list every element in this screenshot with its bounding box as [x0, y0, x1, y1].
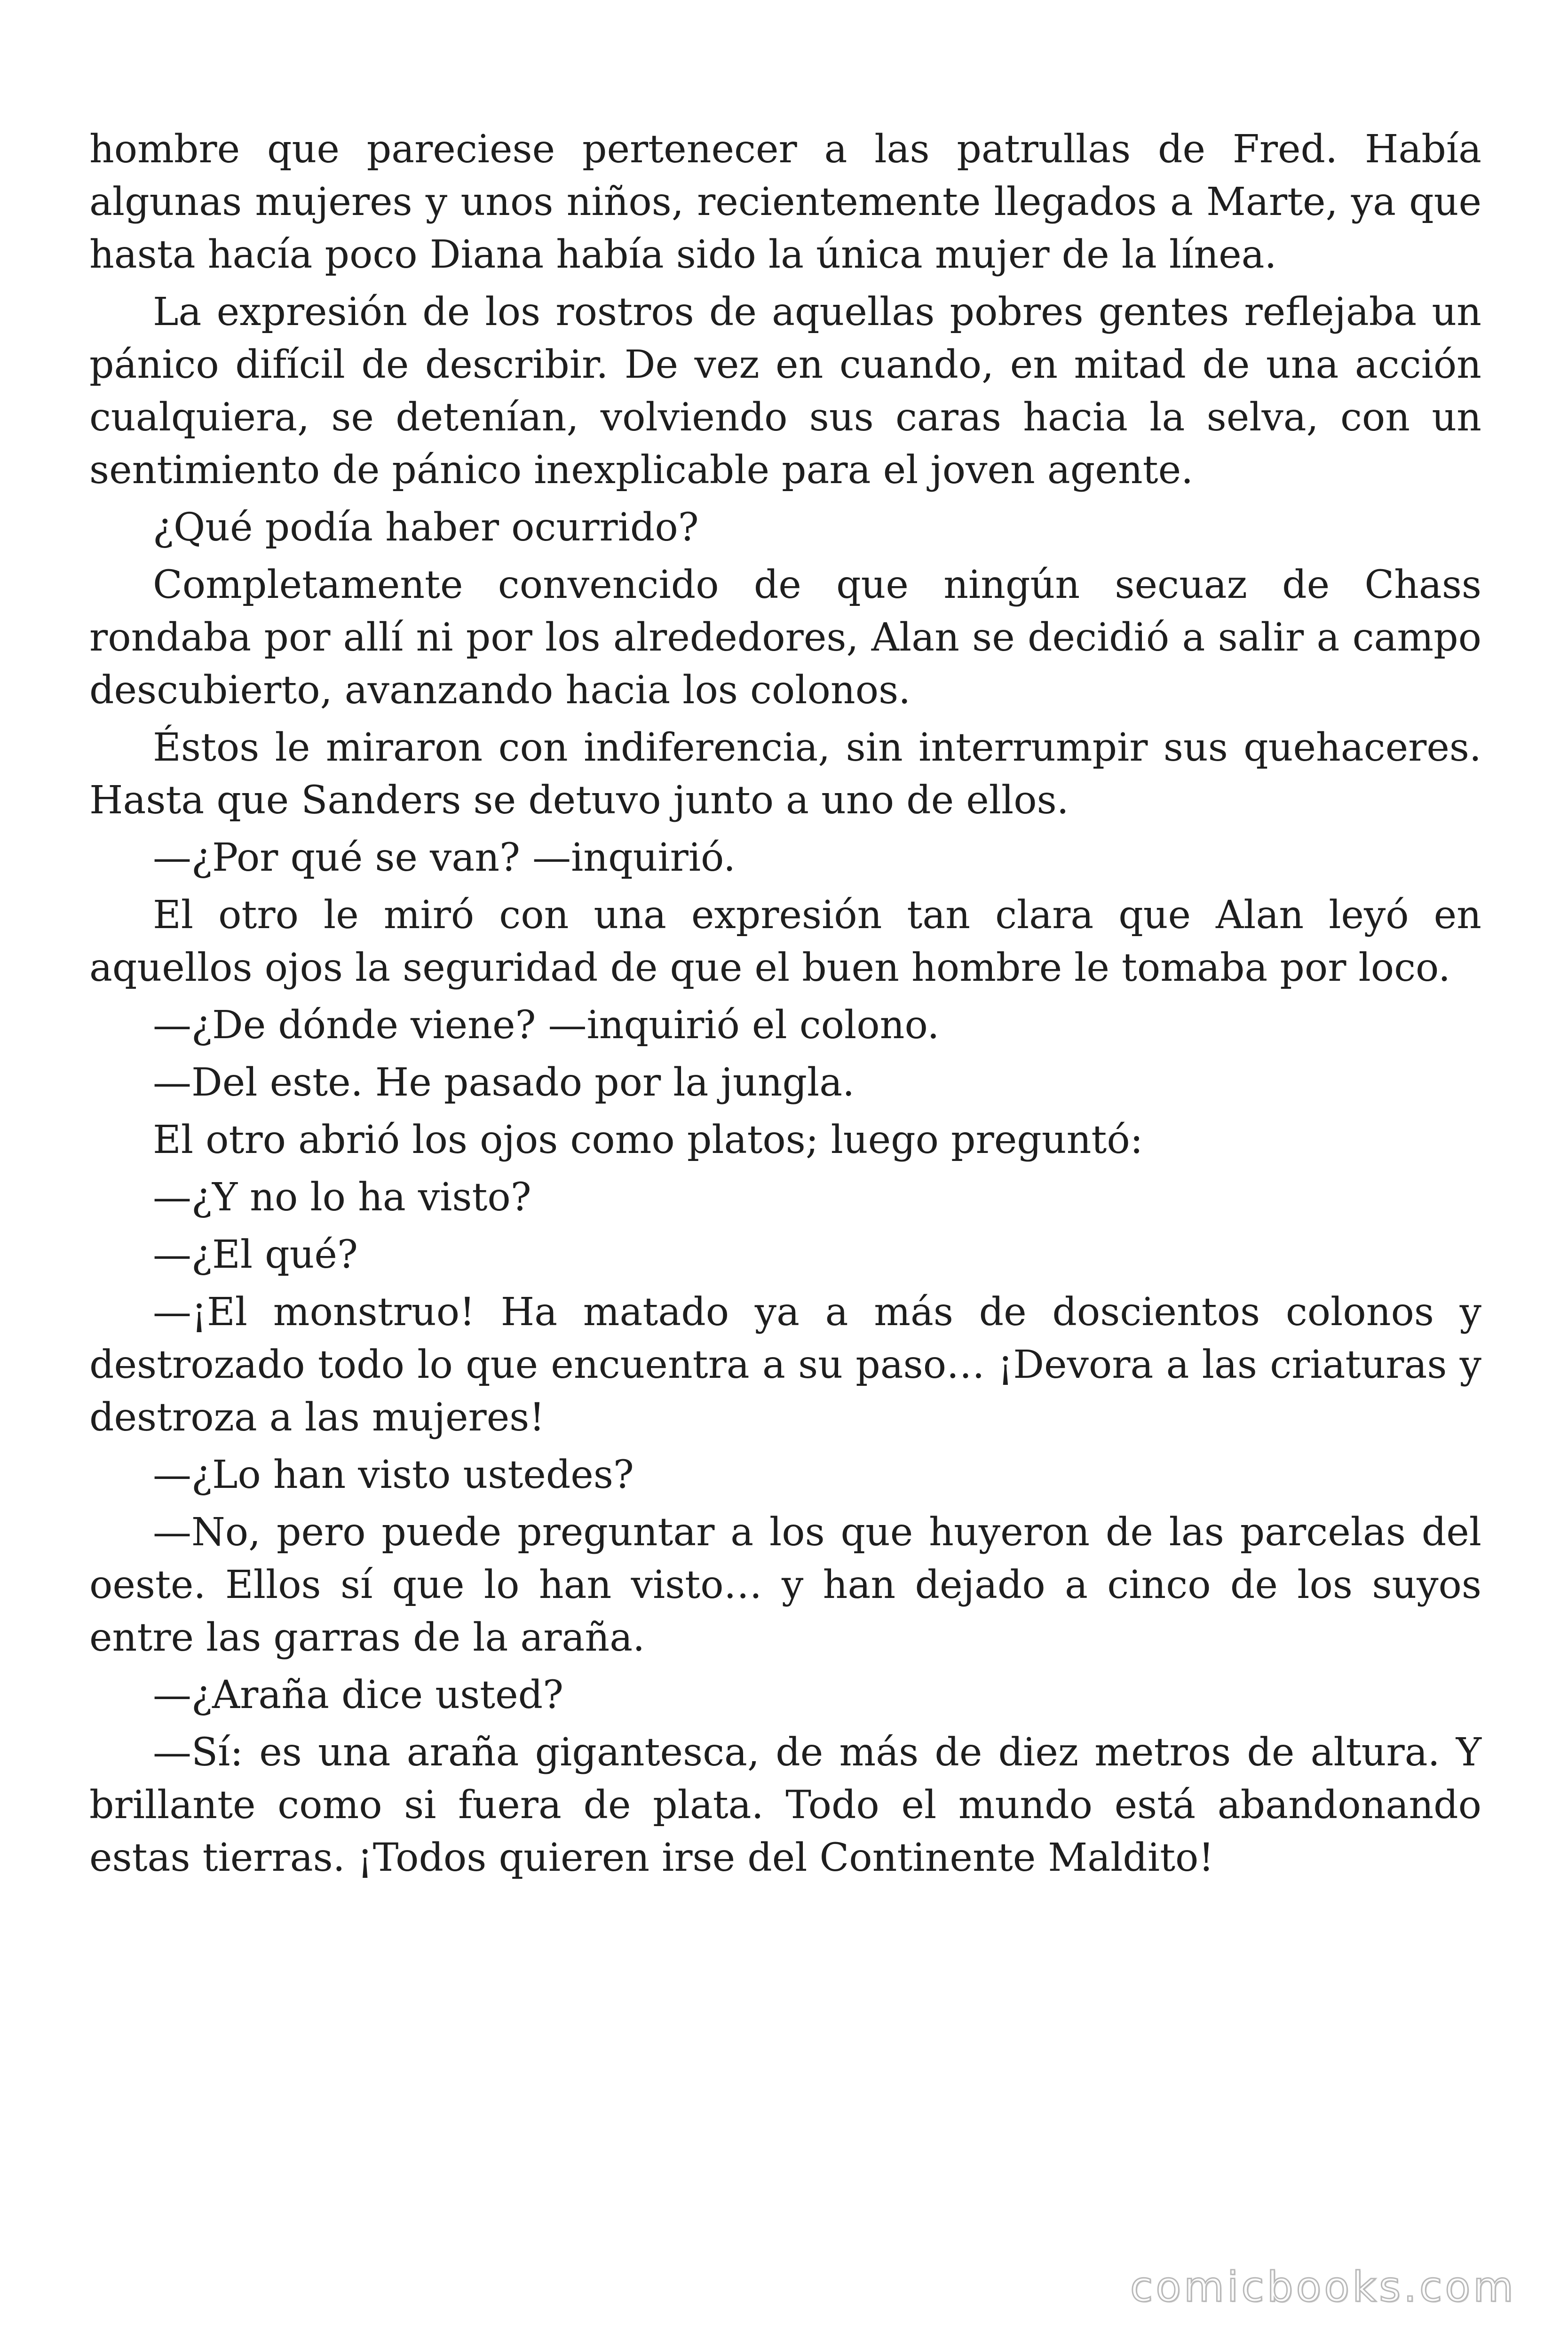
dialogue-line: —Del este. He pasado por la jungla. [153, 1060, 855, 1105]
paragraph: hombre que pareciese pertenecer a las patrullas de Fred. Había algunas mujeres y unos niños, recientemente llegados a Marte, ya que hasta hacía poco Diana había sido la única mujer de la línea. [89, 127, 1481, 277]
page-body [89, 123, 1481, 1889]
dialogue-line: —¡El monstruo! Ha matado ya a más de doscientos colonos y destrozado todo lo que encuentra a su paso… ¡Devora a las criaturas y destroza a las mujeres! [89, 1290, 1481, 1440]
dialogue-line: —¿Por qué se van? —inquirió. [153, 835, 736, 880]
dialogue-line: —No, pero puede preguntar a los que huyeron de las parcelas del oeste. Ellos sí que lo han visto… y han dejado a cinco de los suyos entre las garras de la araña. [89, 1510, 1481, 1660]
paragraph: El otro abrió los ojos como platos; luego preguntó: [153, 1118, 1143, 1162]
paragraph: ¿Qué podía haber ocurrido? [153, 505, 699, 550]
paragraph: Éstos le miraron con indiferencia, sin interrumpir sus quehaceres. Hasta que Sanders se detuvo junto a uno de ellos. [89, 725, 1481, 823]
dialogue-line: —¿De dónde viene? —inquirió el colono. [153, 1003, 940, 1048]
dialogue-line: —Sí: es una araña gigantesca, de más de diez metros de altura. Y brillante como si fuera de plata. Todo el mundo está abandonando estas tierras. ¡Todos quieren irse del Continente Maldito! [89, 1730, 1481, 1880]
paragraph: Completamente convencido de que ningún secuaz de Chass rondaba por allí ni por los alrededores, Alan se decidió a salir a campo descubierto, avanzando hacia los colonos. [89, 563, 1481, 713]
paragraph: El otro le miró con una expresión tan clara que Alan leyó en aquellos ojos la seguridad de que el buen hombre le tomaba por loco. [89, 893, 1481, 990]
watermark: comicbooks.com [1130, 2263, 1516, 2311]
dialogue-line: —¿El qué? [153, 1232, 358, 1277]
dialogue-line: —¿Lo han visto ustedes? [153, 1453, 634, 1497]
paragraph: La expresión de los rostros de aquellas pobres gentes reflejaba un pánico difícil de describir. De vez en cuando, en mitad de una acción cualquiera, se detenían, volviendo sus caras hacia la selva, con un sentimiento de pánico inexplicable para el joven agente. [89, 290, 1481, 493]
dialogue-line: —¿Y no lo ha visto? [153, 1175, 531, 1220]
dialogue-line: —¿Araña dice usted? [153, 1673, 564, 1717]
